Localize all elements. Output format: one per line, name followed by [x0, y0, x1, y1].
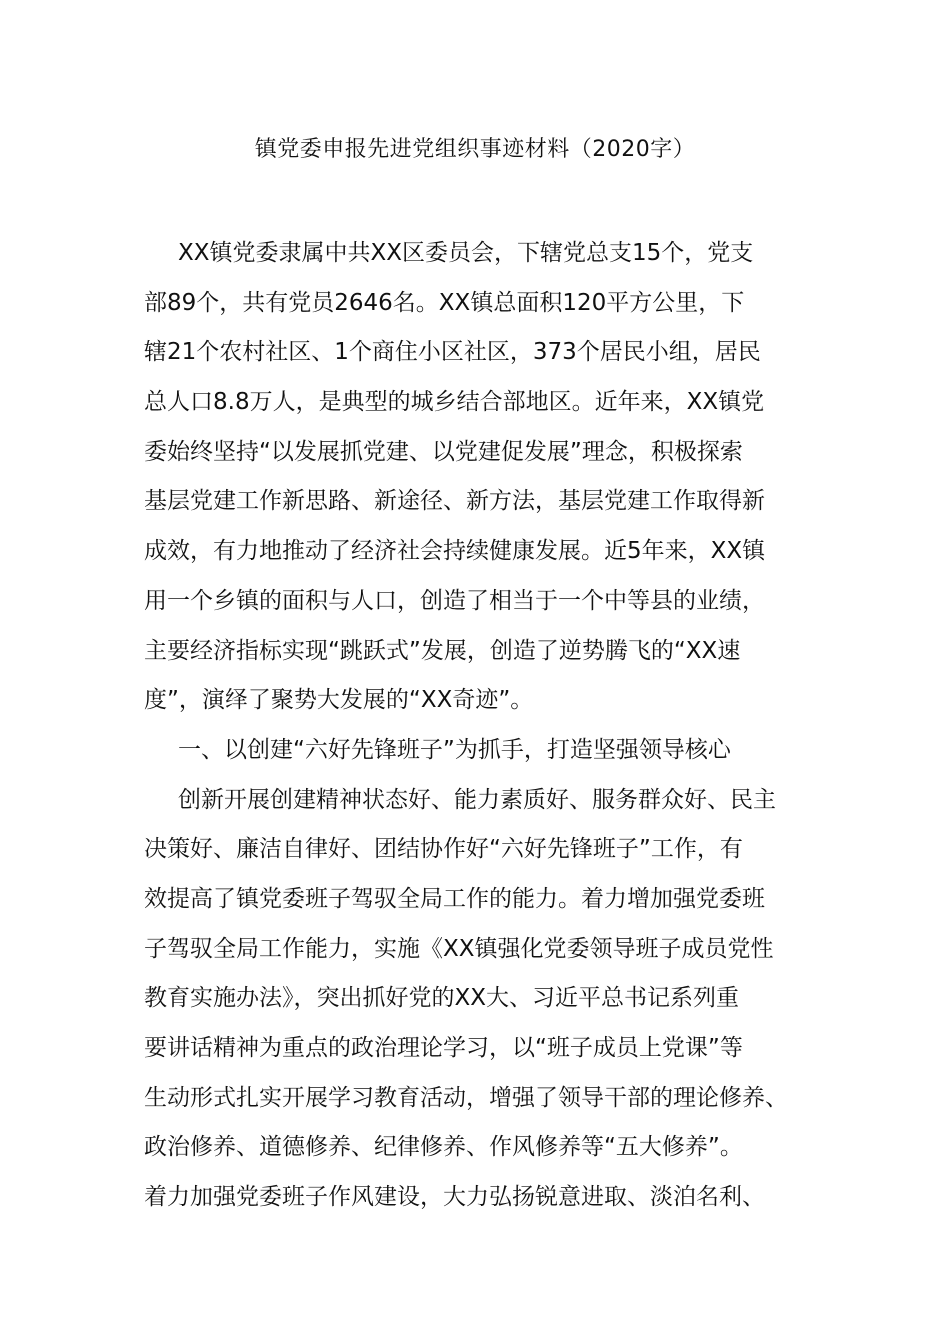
paragraph-line: 政治修养、道德修养、纪律修养、作风修养等“五大修养”。	[144, 1134, 743, 1161]
paragraph-line: 辖21个农村社区、1个商住小区社区，373个居民小组，居民	[144, 339, 761, 366]
paragraph-line: 生动形式扎实开展学习教育活动，增强了领导干部的理论修养、	[144, 1084, 788, 1111]
paragraph-line: 度”，演绎了聚势大发展的“XX奇迹”。	[144, 687, 534, 714]
paragraph-line: 基层党建工作新思路、新途径、新方法，基层党建工作取得新	[144, 488, 765, 515]
paragraph-line: 效提高了镇党委班子驾驭全局工作的能力。着力增加强党委班	[144, 885, 765, 912]
paragraph-line: 主要经济指标实现“跳跃式”发展，创造了逆势腾飞的“XX速	[144, 637, 741, 664]
section-heading: 一、以创建“六好先锋班子”为抓手，打造坚强领导核心	[178, 736, 731, 763]
paragraph-line: 决策好、廉洁自律好、团结协作好“六好先锋班子”工作，有	[144, 836, 743, 863]
paragraph-line: 用一个乡镇的面积与人口，创造了相当于一个中等县的业绩，	[144, 587, 765, 614]
paragraph-line: 总人口8.8万人，是典型的城乡结合部地区。近年来，XX镇党	[144, 389, 765, 416]
paragraph-line: 子驾驭全局工作能力，实施《XX镇强化党委领导班子成员党性	[144, 935, 774, 962]
paragraph-line: 委始终坚持“以发展抓党建、以党建促发展”理念，积极探索	[144, 438, 743, 465]
paragraph-line: 部89个，共有党员2646名。XX镇总面积120平方公里，下	[144, 289, 745, 316]
paragraph-line: XX镇党委隶属中共XX区委员会，下辖党总支15个，党支	[178, 240, 754, 266]
paragraph-line: 着力加强党委班子作风建设，大力弘扬锐意进取、淡泊名利、	[144, 1184, 765, 1211]
paragraph-line: 要讲话精神为重点的政治理论学习，以“班子成员上党课”等	[144, 1035, 743, 1061]
paragraph-line: 成效，有力地推动了经济社会持续健康发展。近5年来，XX镇	[144, 538, 766, 565]
document-body	[144, 229, 814, 1223]
paragraph-line: 教育实施办法》，突出抓好党的XX大、习近平总书记系列重	[144, 985, 740, 1012]
paragraph-line: 创新开展创建精神状态好、能力素质好、服务群众好、民主	[178, 786, 776, 813]
document-title: 镇党委申报先进党组织事迹材料（2020字）	[254, 137, 696, 162]
